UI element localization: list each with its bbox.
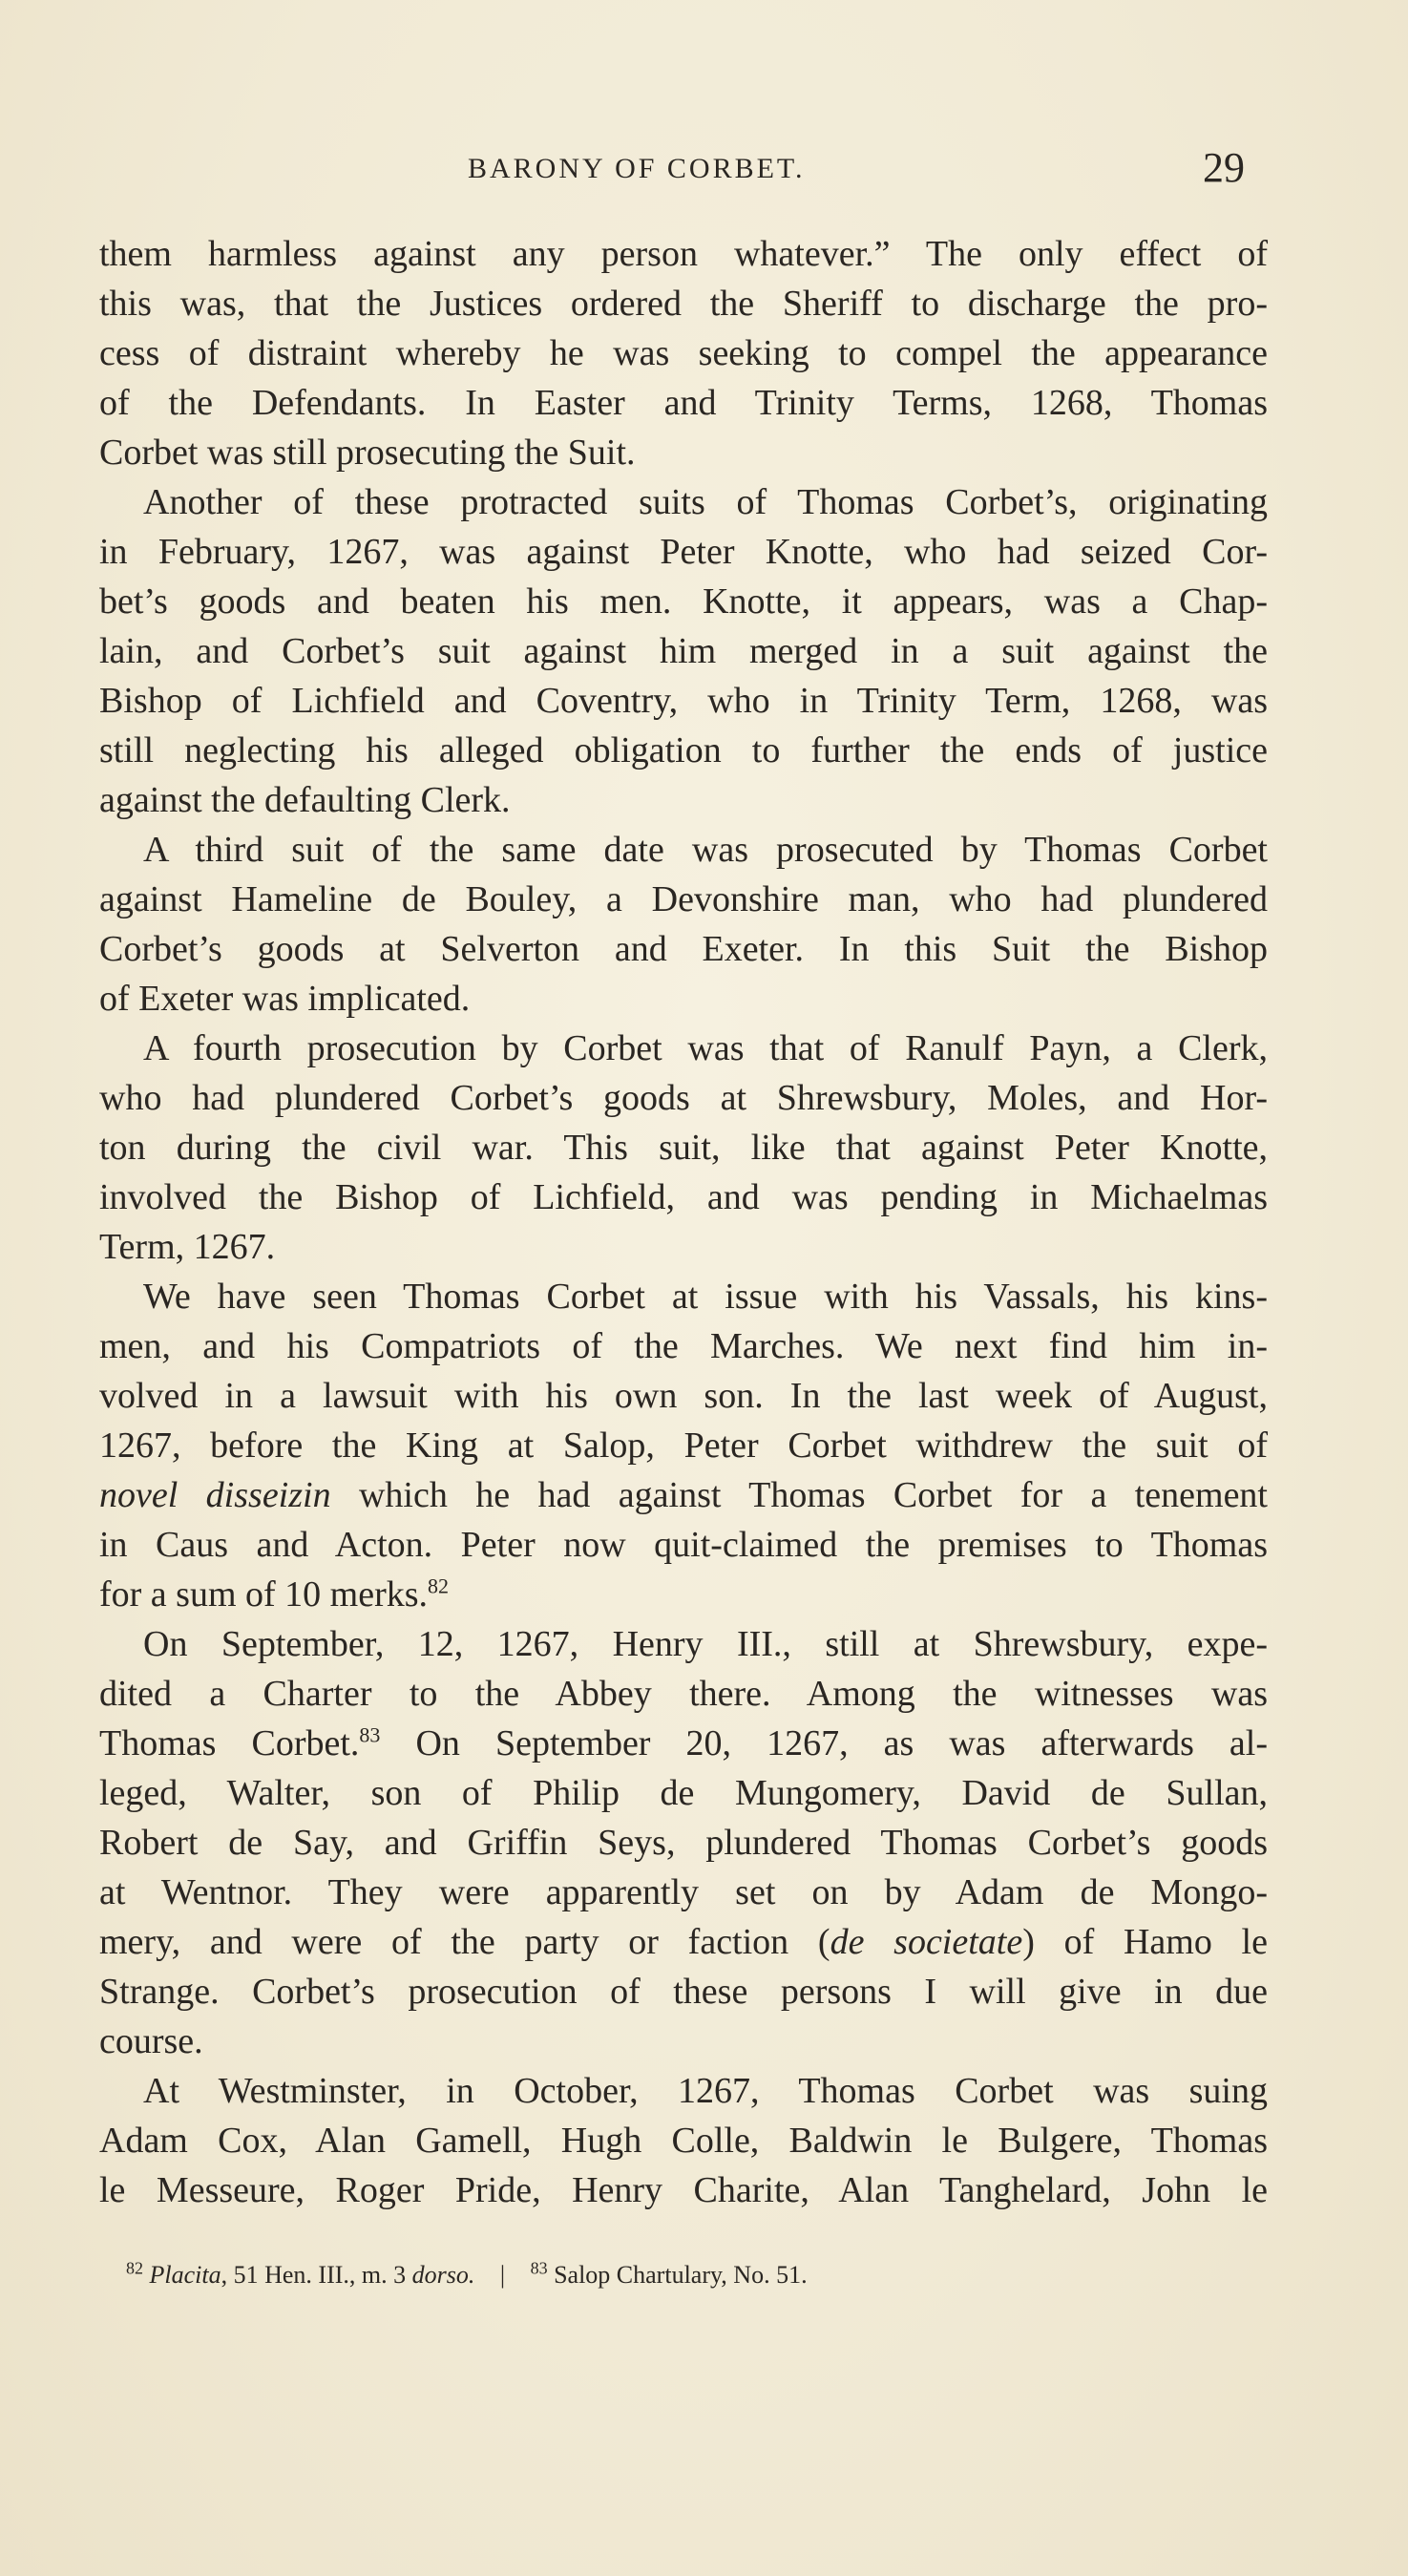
text-line: of the Defendants. In Easter and Trinity Terms, 1268, Thomas [99,383,1268,423]
text-line: 1267, before the King at Salop, Peter Corbet withdrew the suit of [99,1425,1268,1466]
text-line: against the defaulting Clerk. [99,780,511,820]
text-line: men, and his Compatriots of the Marches. We next find him in- [99,1326,1268,1366]
text-line [99,1570,1268,1619]
text-line: them harmless against any person whatever.” The only effect of [99,234,1268,274]
paragraph-first-line: On September, 12, 1267, Henry III., still at Shrewsbury, expe- [143,1624,1268,1664]
text-line: involved the Bishop of Lichfield, and was pending in Michaelmas [99,1177,1268,1217]
text-line: still neglecting his alleged obligation to further the ends of justice [99,730,1268,771]
text-line: Term, 1267. [99,1227,276,1267]
text-line: of Exeter was implicated. [99,979,471,1019]
footnote-ref-82[interactable]: 82 [428,1573,450,1598]
footnote-82-source: Placita [149,2261,221,2289]
text-line: at Wentnor. They were apparently set on by Adam de Mongo- [99,1872,1268,1912]
paragraph-first-line: A third suit of the same date was prosecuted by Thomas Corbet [143,830,1268,870]
text-line: who had plundered Corbet’s goods at Shrewsbury, Moles, and Hor- [99,1078,1268,1118]
text-line: course. [99,2021,203,2061]
text-line: leged, Walter, son of Philip de Mungomery, David de Sullan, [99,1773,1268,1813]
italic-phrase: novel disseizin [99,1475,331,1515]
footnote-82-italic: dorso. [411,2261,475,2289]
text-line: bet’s goods and beaten his men. Knotte, it appears, was a Chap- [99,581,1268,622]
text-fragment: ) of Hamo le [1022,1922,1268,1962]
text-line: lain, and Corbet’s suit against him merged in a suit against the [99,631,1268,671]
running-head: BARONY OF CORBET. [468,153,806,184]
text-line: volved in a lawsuit with his own son. In the last week of August, [99,1376,1268,1416]
text-fragment: for a sum of 10 merks. [99,1574,429,1615]
text-fragment: On September 20, 1267, as was afterwards al- [380,1723,1268,1763]
italic-phrase: de societate [830,1922,1023,1962]
text-line: cess of distraint whereby he was seeking to compel the appearance [99,333,1268,373]
text-line: Bishop of Lichfield and Coventry, who in Trinity Term, 1268, was [99,681,1268,721]
footnote-ref-83[interactable]: 83 [359,1722,381,1747]
footnotes [126,2258,808,2290]
text-line: le Messeure, Roger Pride, Henry Charite, Alan Tanghelard, John le [99,2170,1268,2210]
footnote-82-text: , 51 Hen. III., m. 3 [221,2261,412,2289]
footnote-number-82: 82 [126,2258,143,2278]
text-line [99,1917,1268,1967]
text-line: Strange. Corbet’s prosecution of these persons I will give in due [99,1972,1268,2012]
text-line: Adam Cox, Alan Gamell, Hugh Colle, Baldwin le Bulgere, Thomas [99,2121,1268,2161]
text-line: dited a Charter to the Abbey there. Among the witnesses was [99,1674,1268,1714]
text-line: Robert de Say, and Griffin Seys, plundered Thomas Corbet’s goods [99,1823,1268,1863]
paragraph-first-line: A fourth prosecution by Corbet was that of Ranulf Payn, a Clerk, [143,1028,1268,1068]
text-fragment: Thomas Corbet. [99,1723,360,1763]
text-fragment: mery, and were of the party or faction ( [99,1922,830,1962]
text-line: in Caus and Acton. Peter now quit-claimed the premises to Thomas [99,1525,1268,1565]
text-line: this was, that the Justices ordered the Sheriff to discharge the pro- [99,284,1268,324]
text-line: against Hameline de Bouley, a Devonshire man, who had plundered [99,879,1268,919]
page-number: 29 [1203,144,1245,191]
text-line: Corbet’s goods at Selverton and Exeter. In this Suit the Bishop [99,929,1268,969]
text-line [99,1470,1268,1520]
footnote-number-83: 83 [530,2258,548,2278]
text-fragment: which he had against Thomas Corbet for a tenement [330,1475,1268,1515]
text-line [99,1719,1268,1768]
footnote-separator: | [499,2261,506,2289]
text-line: in February, 1267, was against Peter Knotte, who had seized Cor- [99,532,1268,572]
footnote-83-text: Salop Chartulary, No. 51. [554,2261,808,2289]
paragraph-first-line: At Westminster, in October, 1267, Thomas Corbet was suing [143,2071,1268,2111]
text-line: Corbet was still prosecuting the Suit. [99,433,636,473]
paragraph-first-line: Another of these protracted suits of Thomas Corbet’s, originating [143,482,1268,522]
text-line: ton during the civil war. This suit, like that against Peter Knotte, [99,1128,1268,1168]
paragraph-first-line: We have seen Thomas Corbet at issue with his Vassals, his kins- [143,1277,1268,1317]
body-text [99,229,1268,2215]
